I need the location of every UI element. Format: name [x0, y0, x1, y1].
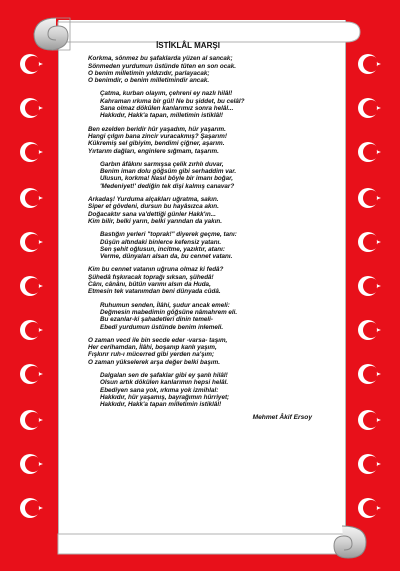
- stanza: [88, 372, 318, 408]
- poem-line: Ebedî yurdumun üstünde benim inlemeli.: [100, 323, 224, 331]
- paper-scroll: [30, 12, 370, 562]
- poem-line: O zaman vecd ile bin secde eder -varsa- taşım,: [88, 336, 228, 344]
- poem-line: Düşün altındaki binlerce kefensiz yatanı.: [100, 238, 222, 246]
- poem-line: Hakkıdır, Hakk'a tapan, milletimin istiklâl!: [100, 112, 223, 120]
- poem-line: Ulusun, korkma! Nasıl böyle bir imanı boğar,: [100, 175, 233, 183]
- poem-line: Kükremiş sel gibiyim, bendimi çiğner, aşarım.: [88, 140, 225, 148]
- poem-line: Bu ezanlar-ki şahadetleri dinin temeli-: [100, 316, 214, 324]
- poem-line: Hakkıdır, hür yaşamış, bayrağımın hürriyet;: [100, 393, 230, 401]
- poem-line: Her cerihamdan, İlâhi, boşanıp kanlı yaşım,: [88, 344, 217, 352]
- poem-line: Ben ezelden beridir hür yaşadım, hür yaşarım.: [88, 125, 226, 133]
- poem-line: 'Medeniyet!' dediğin tek dişi kalmış canavar?: [100, 182, 235, 190]
- poem-line: Ebediyen sana yok, ırkıma yok izmihlal:: [100, 386, 219, 394]
- poem-line: Garbın âfâkını sarmışsa çelik zırhlı duvar,: [100, 160, 224, 168]
- stanza: [88, 90, 318, 119]
- poem-line: Çatma, kurban olayım, çehreni ey nazlı hilâl!: [100, 90, 233, 98]
- stanza: [88, 126, 318, 155]
- poem-line: Değmesin mabedimin göğsüne nâmahrem eli.: [100, 308, 238, 316]
- poem-line: Verme, dünyaları alsan da, bu cennet vatanı.: [100, 253, 233, 261]
- poem-line: Korkma, sönmez bu şafaklarda yüzen al sancak;: [88, 55, 233, 63]
- poem-line: Etmesin tek vatanımdan beni dünyada cüdâ.: [88, 288, 221, 296]
- stanza: [88, 231, 318, 260]
- poem-title: İSTİKLÂL MARŞI: [156, 41, 220, 50]
- stanza: [88, 161, 318, 190]
- poem-line: Kim bilir, belki yarın, belki yarından da yakın.: [88, 217, 223, 225]
- poem-line: Sönmeden yurdumun üstünde tüten en son ocak.: [88, 62, 236, 70]
- stanza: [88, 302, 318, 331]
- poem-line: O zaman yükselerek arşa değer belki başım.: [88, 358, 220, 366]
- poem-line: Yırtarım dağları, enginlere sığmam, taşarım.: [88, 147, 219, 155]
- poem-line: Doğacaktır sana va'dettiği günler Hakk'ın...: [88, 210, 216, 218]
- poem-line: Şühedâ fışkıracak toprağı sıksan, şühedâ!: [88, 273, 214, 281]
- poem-line: Hakkıdır, Hakk'a tapan milletimin istiklâl!: [100, 401, 222, 409]
- poem-line: Arkadaş! Yurduma alçakları uğratma, sakın.: [88, 196, 219, 204]
- poem-line: Kahraman ırkıma bir gül! Ne bu şiddet, bu celâl?: [100, 97, 245, 105]
- poem-line: Siper et gövdeni, dursun bu hayâsızca akın.: [88, 203, 219, 211]
- poem-line: Olsun artık dökülen kanlarımın hepsi helâl.: [100, 379, 229, 387]
- poem-line: Cânı, cânânı, bütün varımı alsın da Huda,: [88, 281, 211, 289]
- poem-line: Kim bu cennet vatanın uğruna olmaz ki fedâ?: [88, 266, 224, 274]
- poem-line: Benim iman dolu göğsüm gibi serhaddim var.: [100, 168, 237, 176]
- poem-line: Sen şehit oğlusun, incitme, yazıktır, atanı:: [100, 245, 225, 253]
- poem-line: Fışkırır ruh-ı mücerred gibi yerden na'şım;: [88, 351, 215, 359]
- poem-line: Dalgalan sen de şafaklar gibi ey şanlı hilâl!: [100, 371, 228, 379]
- poem-line: Ruhumun senden, İlâhi, şudur ancak emeli:: [100, 301, 230, 309]
- poem-line: Hangi çılgın bana zincir vuracakmış? Şaşarım!: [88, 132, 227, 140]
- stanza: [88, 55, 318, 84]
- poem-line: O benimdir, o benim milletimindir ancak.: [88, 77, 210, 85]
- stanza: [88, 196, 318, 225]
- poem-line: O benim milletimin yıldızıdır, parlayacak;: [88, 69, 210, 77]
- poem-line: Sana olmaz dökülen kanlarımız sonra helâl...: [100, 105, 234, 113]
- poem-line: Bastığın yerleri "toprak!" diyerek geçme, tanı:: [100, 231, 237, 239]
- poem-author: Mehmet Âkif Ersoy: [252, 414, 312, 422]
- poem-stanzas: [88, 55, 318, 408]
- stanza: [88, 337, 318, 366]
- poem-content: [88, 42, 318, 562]
- stanza: [88, 266, 318, 295]
